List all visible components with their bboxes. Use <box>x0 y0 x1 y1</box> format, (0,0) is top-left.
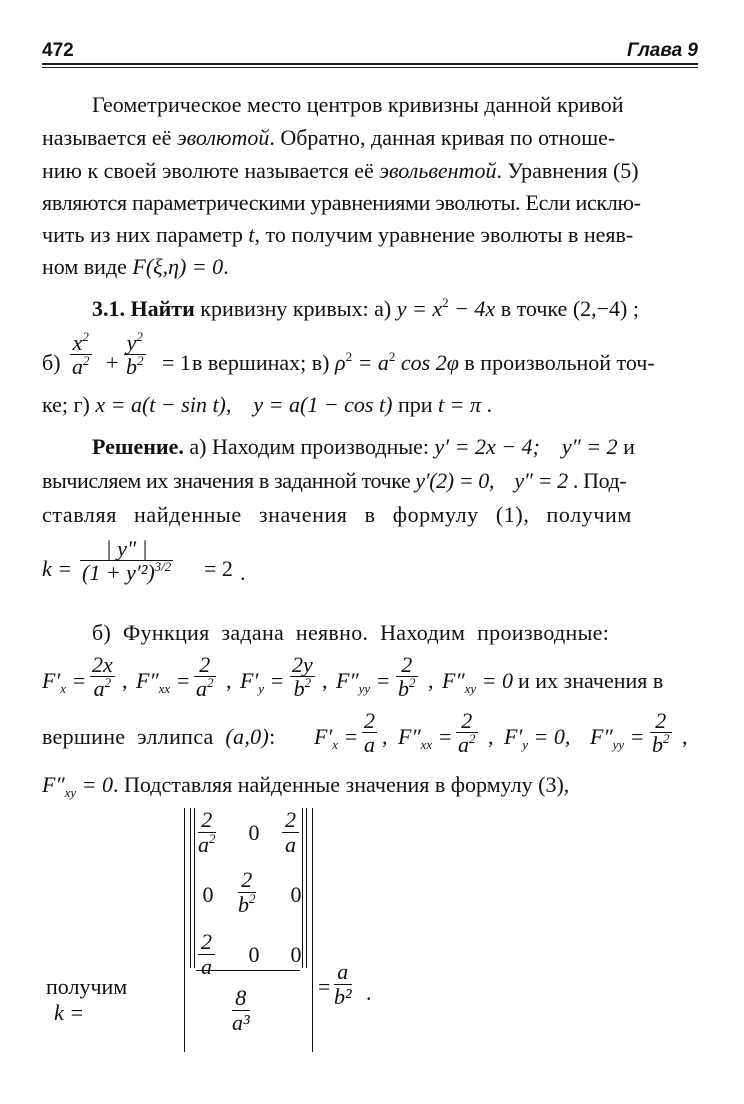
det-cell-3-3: 0 <box>290 942 302 967</box>
solution-line2: вычисляем их значения в заданной точке y′(2) = 0, y″ = 2 . Под- <box>42 468 627 493</box>
page-header <box>42 40 698 64</box>
det-cell-3-2: 0 <box>248 942 260 967</box>
partb-line3: вершине эллипса (a,0): $F'_x$ = 2 a , $F''_{xx}$ = 2 $a^2$ , $F'_y = 0$, $F''_{yy}$ = 2 $b^2$ , <box>42 708 688 757</box>
para1-line6: ном виде F(ξ,η) = 0. <box>42 254 229 279</box>
para1-line2: называется её эволютой. Обратно, данная кривая по отноше- <box>42 125 616 150</box>
det-cell-2-1: 0 <box>202 882 214 907</box>
det-denominator: 8 a³ <box>232 985 250 1035</box>
outer-bar-right <box>312 808 313 1052</box>
result-fraction: a b² <box>334 959 352 1009</box>
problem-line3: ке; г) x = a(t − sin t), y = a(1 − cos t) при t = π . <box>42 392 492 417</box>
fraction-x2-a2: $x^2$ $a^2$ <box>72 329 90 379</box>
header-rule <box>42 63 698 65</box>
partb-line4: $F''_{xy} = 0$. Подставляя найденные значения в формулу (3), <box>42 772 570 800</box>
equals-sign: = <box>318 974 331 999</box>
chapter-title: Глава 9 <box>627 40 698 61</box>
solution-line3: ставляя найденные значения в формулу (1), получим <box>42 502 632 527</box>
para1-line4: являются параметрическими уравнениями эволюты. Если исклю- <box>42 190 641 215</box>
outer-bar-left <box>184 808 185 1052</box>
det-cell-3-1: 2 a <box>198 930 215 979</box>
para1-line1: Геометрическое место центров кривизны данной кривой <box>92 92 624 117</box>
partb-line2: $F'_x$ = 2x $a^2$ , $F''_{xx}$ = 2 $a^2$ , $F'_y$ = 2y $b^2$ , $F''_{yy}$ = 2 $b^2$ , $F''_{xy} = 0$ и их значения в <box>42 652 664 701</box>
para1-line5: чить из них параметр t, то получим уравнение эволюты в неяв- <box>42 222 634 247</box>
fraction-curvature: | y″ | $(1 + y'^2)^{3/2}$ <box>82 536 172 585</box>
fraction-y2-b2: $y^2$ $b^2$ <box>126 329 144 379</box>
det-cell-2-3: 0 <box>290 882 302 907</box>
header-rule-thin <box>42 67 698 68</box>
det-cell-1-2: 0 <box>248 820 260 845</box>
result-period: . <box>366 980 372 1005</box>
para1-line3: нию к своей эволюте называется её эвольвентой. Уравнения (5) <box>42 158 639 183</box>
partb-line1: б) Функция задана неявно. Находим производные: <box>92 620 610 645</box>
solution-line1: Решение. а) Находим производные: y′ = 2x − 4; y″ = 2 и <box>92 434 635 459</box>
curvature-formula: k = | y″ | $(1 + y'^2)^{3/2}$ = 2 . <box>42 536 246 585</box>
page-number: 472 <box>42 40 74 61</box>
det-cell-1-3: 2 a <box>282 808 299 857</box>
det-cell-1-1: 2 $a^2$ <box>198 807 216 857</box>
result-label: получим k = <box>46 974 128 1025</box>
problem-line2: б) $x^2$ $a^2$ + $y^2$ $b^2$ = 1 в вершинах; в) $\rho^2 = a^2$ cos 2φ в произвольной точ- <box>42 329 655 379</box>
det-cell-2-2: 2 $b^2$ <box>238 867 256 917</box>
problem-line1: 3.1. Найти кривизну кривых: а) $y = x^2 - 4x$ в точке (2,−4) ; <box>92 295 639 321</box>
